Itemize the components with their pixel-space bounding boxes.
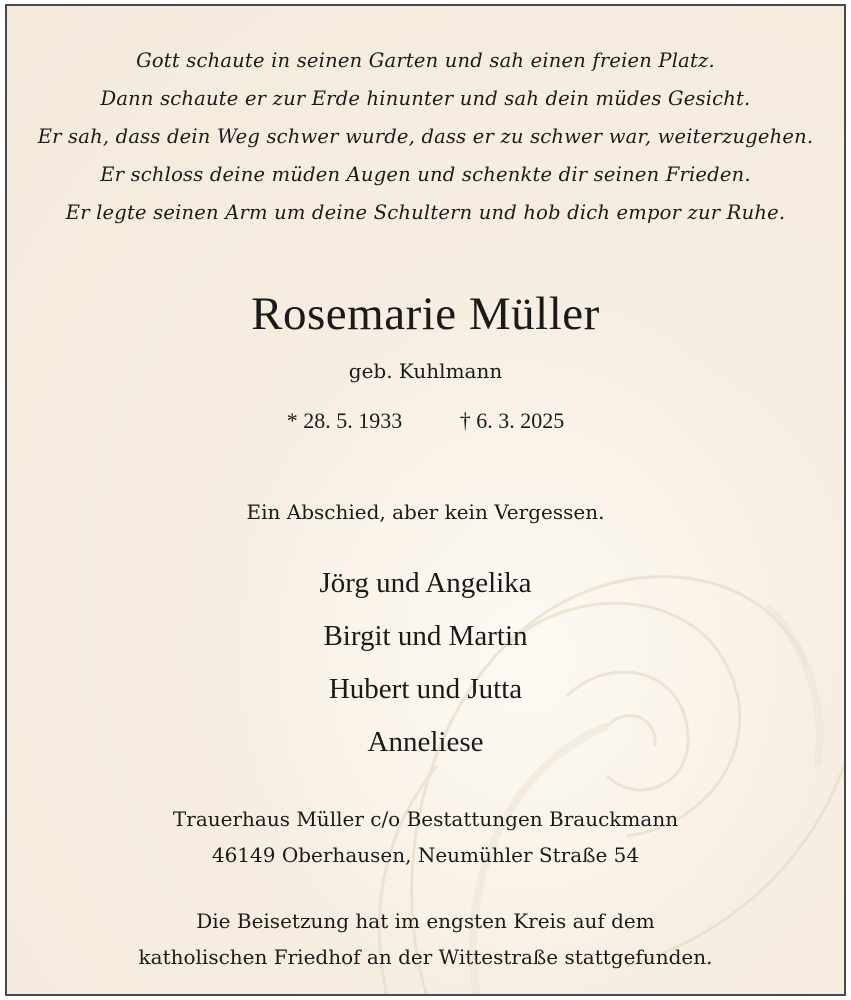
poem xyxy=(7,42,844,232)
notice-content xyxy=(7,6,844,994)
poem-line: Gott schaute in seinen Garten und sah einen freien Platz. xyxy=(136,49,715,72)
mourner: Jörg und Angelika xyxy=(319,567,532,599)
burial-line: Die Beisetzung hat im engsten Kreis auf dem xyxy=(196,909,655,933)
burial-line: katholischen Friedhof an der Wittestraße stattgefunden. xyxy=(138,945,713,969)
poem-line: Dann schaute er zur Erde hinunter und sah dein müdes Gesicht. xyxy=(100,87,751,110)
poem-line: Er schloss deine müden Augen und schenkte dir seinen Frieden. xyxy=(100,163,751,186)
mourners-list xyxy=(7,557,844,769)
death-date: † 6. 3. 2025 xyxy=(459,408,565,433)
deceased-name: Rosemarie Müller xyxy=(251,288,600,340)
address-line: Trauerhaus Müller c/o Bestattungen Brauckmann xyxy=(172,807,679,831)
birth-date: * 28. 5. 1933 xyxy=(286,408,403,433)
mourner: Anneliese xyxy=(367,726,484,758)
farewell-text: Ein Abschied, aber kein Vergessen. xyxy=(246,500,605,524)
life-dates xyxy=(7,404,844,438)
birth-name: geb. Kuhlmann xyxy=(348,359,503,383)
burial-note xyxy=(7,903,844,975)
mourner: Birgit und Martin xyxy=(323,620,528,652)
mourning-address xyxy=(7,801,844,873)
poem-line: Er legte seinen Arm um deine Schultern und hob dich empor zur Ruhe. xyxy=(65,201,786,224)
obituary-notice xyxy=(5,4,846,996)
mourner: Hubert und Jutta xyxy=(328,673,523,705)
poem-line: Er sah, dass dein Weg schwer wurde, dass er zu schwer war, weiterzugehen. xyxy=(37,125,814,148)
address-line: 46149 Oberhausen, Neumühler Straße 54 xyxy=(211,843,640,867)
